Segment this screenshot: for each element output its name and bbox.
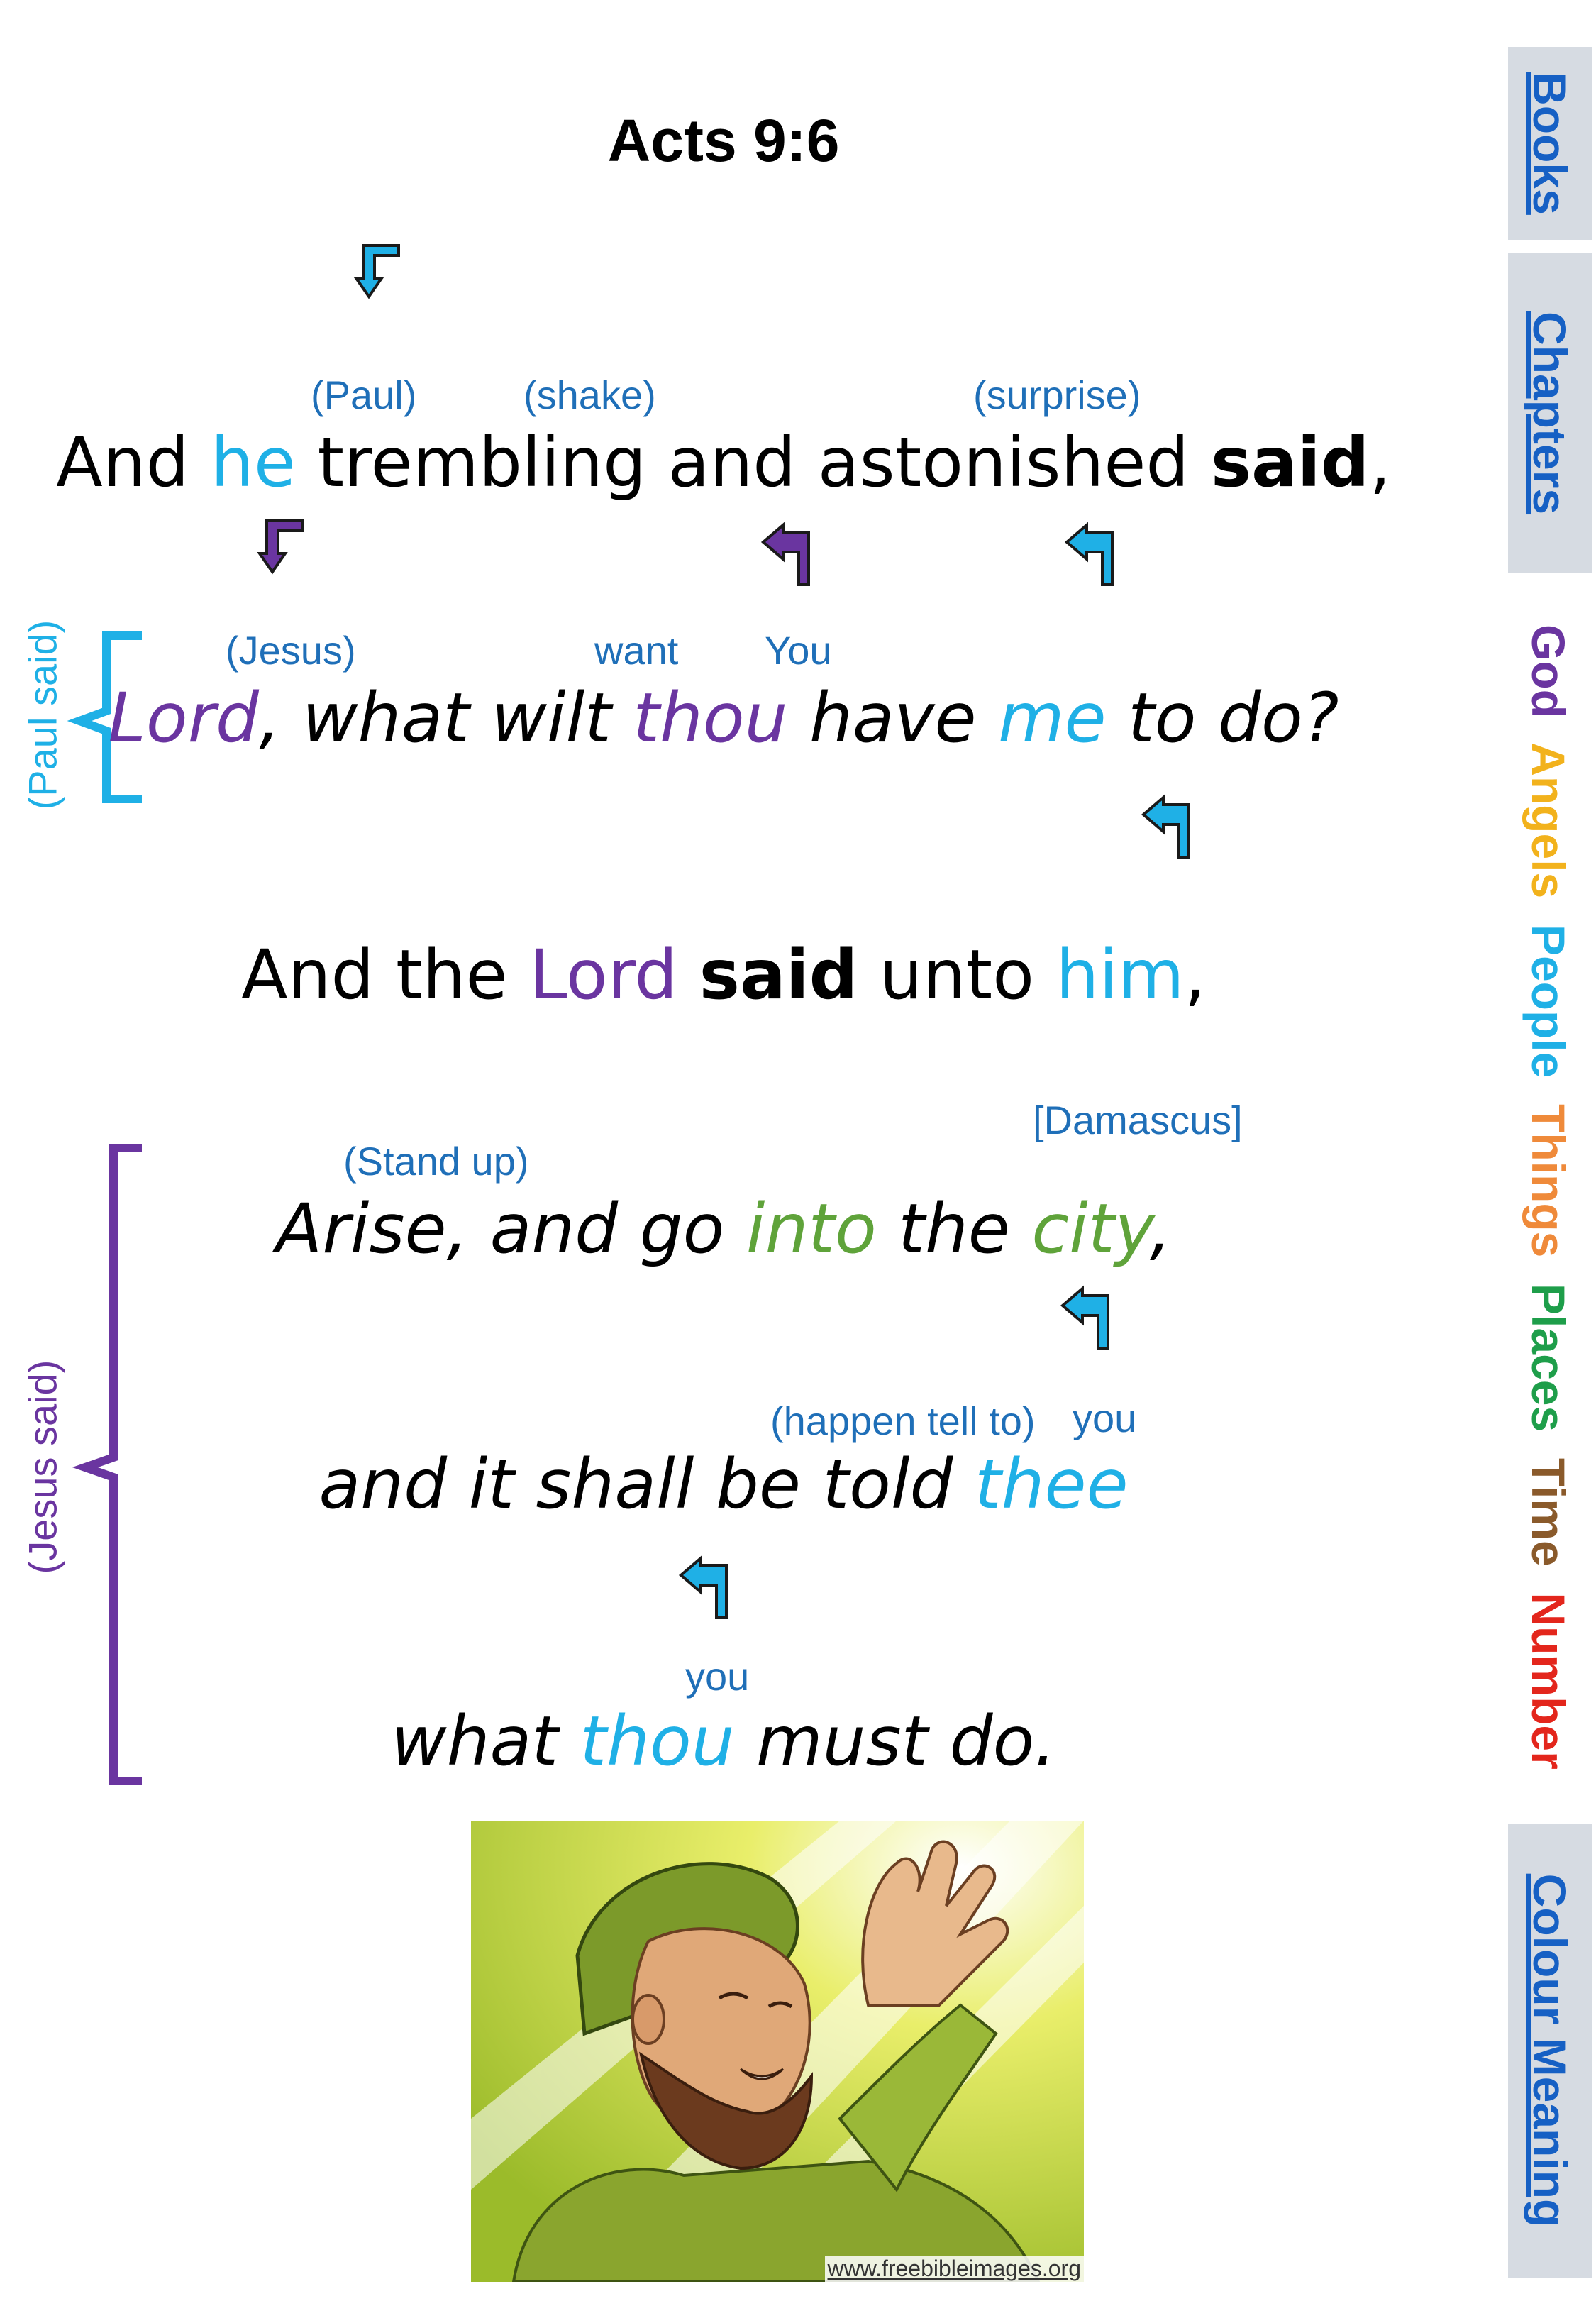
arrow-down-icon [260,521,302,572]
gloss-jesus: (Jesus) [226,628,356,673]
verse-line-6: what thou must do. [391,1701,1056,1781]
arrow-up-icon [1067,525,1112,585]
legend-time: Time [1522,1457,1575,1567]
arrow-up-icon [763,525,809,585]
legend-number: Number [1522,1592,1575,1770]
illustration [471,1821,1084,2282]
books-tab[interactable]: Books [1508,47,1592,240]
gloss-want: want [594,628,679,673]
gloss-stand-up: (Stand up) [343,1139,529,1184]
gloss-you: you [685,1654,750,1699]
legend-items [1522,624,1575,1770]
verse-line-1: And he trembling and astonished said, [56,423,1391,502]
chapters-tab[interactable]: Chapters [1508,253,1592,573]
gloss-surprise: (surprise) [973,373,1141,417]
gloss-damascus: [Damascus] [1033,1098,1243,1142]
arrow-up-icon [681,1558,726,1618]
image-credit-link[interactable]: www.freebibleimages.org [825,2256,1085,2282]
verse-line-4: Arise, and go into the city, [275,1189,1172,1269]
verse-line-2: Lord, what wilt thou have me to do? [108,678,1339,758]
paul-said-label: (Paul said) [20,619,65,810]
gloss-paul: (Paul) [311,373,417,417]
jesus-said-label: (Jesus said) [20,1359,65,1574]
legend-people: People [1522,924,1575,1078]
colour-meaning-tab[interactable]: Colour Meaning [1508,1824,1592,2278]
verse-line-5: and it shall be told thee [318,1445,1129,1524]
colour-legend [1508,624,1592,1770]
arrow-down-icon [356,246,399,297]
arrow-up-icon [1063,1289,1108,1348]
gloss-shake: (shake) [523,373,656,417]
paul-illustration [471,1821,1084,2282]
verse-line-3: And the Lord said unto him, [241,935,1206,1015]
page-title: Acts 9:6 [607,107,840,174]
legend-angels: Angels [1522,742,1575,899]
gloss-you: you [1073,1396,1137,1440]
legend-places: Places [1522,1284,1575,1433]
arrow-up-icon [1143,798,1189,857]
legend-god: God [1522,624,1575,718]
legend-things: Things [1522,1104,1575,1258]
gloss-happen-tell-to: (happen tell to) [770,1399,1036,1443]
gloss-you: You [765,628,832,673]
